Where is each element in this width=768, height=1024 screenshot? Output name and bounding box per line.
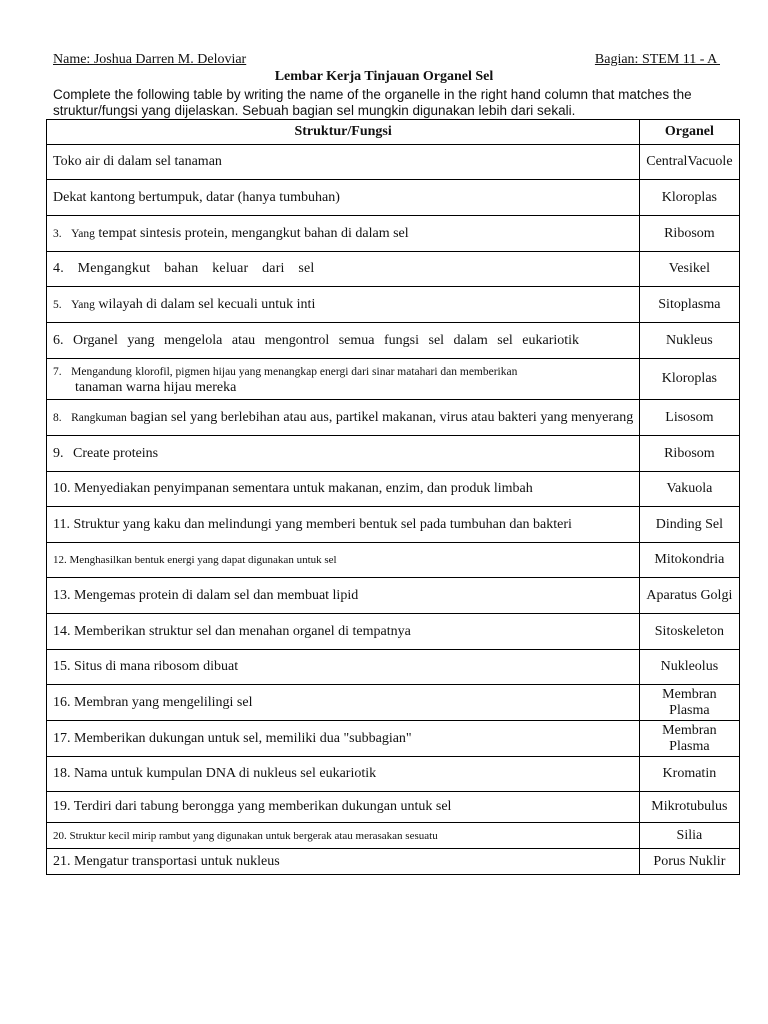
row-description: 21. Mengatur transportasi untuk nukleus — [47, 849, 640, 875]
row-description: 6. Organel yang mengelola atau mengontrol semua fungsi sel dalam sel eukariotik — [47, 323, 640, 359]
row-number: 4. — [53, 261, 64, 276]
table-row — [47, 287, 740, 323]
row-organelle: Membran Plasma — [640, 721, 739, 757]
row-description: 9. Create proteins — [47, 436, 640, 472]
row-organelle: Kromatin — [640, 757, 739, 792]
row-description: 19. Terdiri dari tabung berongga yang memberikan dukungan untuk sel — [47, 792, 640, 823]
table-row — [47, 849, 740, 875]
table-row — [47, 507, 740, 543]
row-number: 15. — [53, 659, 71, 674]
table-row — [47, 721, 740, 757]
row-description: 8. Rangkuman bagian sel yang berlebihan atau aus, partikel makanan, virus atau bakteri yang menyerang — [47, 400, 640, 436]
row-organelle: Mikrotubulus — [640, 792, 739, 823]
row-number: 18. — [53, 766, 71, 781]
table-row — [47, 180, 740, 216]
table-row — [47, 757, 740, 792]
table-row — [47, 543, 740, 578]
table-row — [47, 323, 740, 359]
row-organelle: Nukleolus — [640, 650, 739, 685]
row-number: 14. — [53, 623, 71, 639]
row-prefix: Yang — [71, 298, 95, 311]
row-description: 3. Yang tempat sintesis protein, mengangkut bahan di dalam sel — [47, 216, 640, 252]
table-row — [47, 650, 740, 685]
row-description: 4. Mengangkut bahan keluar dari sel — [47, 252, 640, 287]
row-description: 14. Memberikan struktur sel dan menahan organel di tempatnya — [47, 614, 640, 650]
row-organelle: CentralVacuole — [640, 145, 739, 180]
row-number: 20. — [53, 829, 67, 842]
row-number: 16. — [53, 694, 71, 710]
table-row — [47, 400, 740, 436]
row-number: 11. — [53, 516, 70, 532]
row-organelle: Ribosom — [640, 436, 739, 472]
row-description: 5. Yang wilayah di dalam sel kecuali untuk inti — [47, 287, 640, 323]
row-organelle: Sitoplasma — [640, 287, 739, 323]
row-description: Toko air di dalam sel tanaman — [47, 145, 640, 180]
table-row — [47, 614, 740, 650]
row-organelle: Vesikel — [640, 252, 739, 287]
row-description: 10. Menyediakan penyimpanan sementara untuk makanan, enzim, dan produk limbah — [47, 472, 640, 507]
table-row — [47, 145, 740, 180]
row-organelle: Ribosom — [640, 216, 739, 252]
row-number: 12. — [53, 554, 67, 566]
row-description: 11. Struktur yang kaku dan melindungi yang memberi bentuk sel pada tumbuhan dan bakteri — [47, 507, 640, 543]
row-organelle: Silia — [640, 823, 739, 849]
row-description: 16. Membran yang mengelilingi sel — [47, 685, 640, 721]
student-name: Name: Joshua Darren M. Deloviar — [53, 52, 247, 67]
row-description: 7. Mengandung klorofil, pigmen hijau yang menangkap energi dari sinar matahari dan memberikan tanaman warna hijau mereka — [47, 359, 640, 400]
row-organelle: Nukleus — [640, 323, 739, 359]
table-row — [47, 823, 740, 849]
row-organelle: Porus Nuklir — [640, 849, 739, 875]
row-organelle: Mitokondria — [640, 543, 739, 578]
row-description: 17. Memberikan dukungan untuk sel, memiliki dua "subbagian" — [47, 721, 640, 757]
class-section: Bagian: STEM 11 - A — [594, 52, 720, 67]
row-prefix: Rangkuman — [71, 411, 127, 424]
row-number: 13. — [53, 587, 71, 603]
row-description: Dekat kantong bertumpuk, datar (hanya tumbuhan) — [47, 180, 640, 216]
table-row — [47, 359, 740, 400]
table-row — [47, 792, 740, 823]
row-number: 3. — [53, 227, 62, 240]
row-description: 12. Menghasilkan bentuk energi yang dapat digunakan untuk sel — [47, 543, 640, 578]
row-prefix: Mengandung — [71, 365, 132, 378]
table-row — [47, 216, 740, 252]
header-organel: Organel — [640, 120, 739, 145]
worksheet-title: Lembar Kerja Tinjauan Organel Sel — [274, 69, 494, 84]
table-row — [47, 685, 740, 721]
row-number: 19. — [53, 799, 71, 814]
instructions: Complete the following table by writing the name of the organelle in the right hand column that matches the struktur/fungsi yang dijelaskan. Sebuah bagian sel mungkin digunakan lebih dari sekali. — [53, 87, 692, 118]
row-number: 7. — [53, 365, 62, 378]
row-organelle: Aparatus Golgi — [640, 578, 739, 614]
header-struktur-fungsi: Struktur/Fungsi — [47, 120, 640, 145]
row-description: 18. Nama untuk kumpulan DNA di nukleus sel eukariotik — [47, 757, 640, 792]
row-number: 5. — [53, 298, 62, 311]
row-number: 8. — [53, 411, 62, 424]
row-organelle: Kloroplas — [640, 359, 739, 400]
row-organelle: Dinding Sel — [640, 507, 739, 543]
table-header-row — [47, 120, 740, 145]
table-row — [47, 436, 740, 472]
table-row — [47, 472, 740, 507]
worksheet-header — [53, 52, 720, 70]
row-prefix: Yang — [71, 227, 95, 240]
row-organelle: Vakuola — [640, 472, 739, 507]
table-row — [47, 252, 740, 287]
row-organelle: Membran Plasma — [640, 685, 739, 721]
row-number: 21. — [53, 853, 71, 869]
row-number: 9. — [53, 445, 64, 461]
row-organelle: Lisosom — [640, 400, 739, 436]
table-row — [47, 578, 740, 614]
row-description: 15. Situs di mana ribosom dibuat — [47, 650, 640, 685]
row-description: 20. Struktur kecil mirip rambut yang digunakan untuk bergerak atau merasakan sesuatu — [47, 823, 640, 849]
row-description: 13. Mengemas protein di dalam sel dan membuat lipid — [47, 578, 640, 614]
row-number: 17. — [53, 730, 71, 746]
row-number: 10. — [53, 481, 71, 496]
row-organelle: Kloroplas — [640, 180, 739, 216]
organelle-table — [46, 119, 740, 875]
row-organelle: Sitoskeleton — [640, 614, 739, 650]
row-number: 6. — [53, 332, 64, 348]
